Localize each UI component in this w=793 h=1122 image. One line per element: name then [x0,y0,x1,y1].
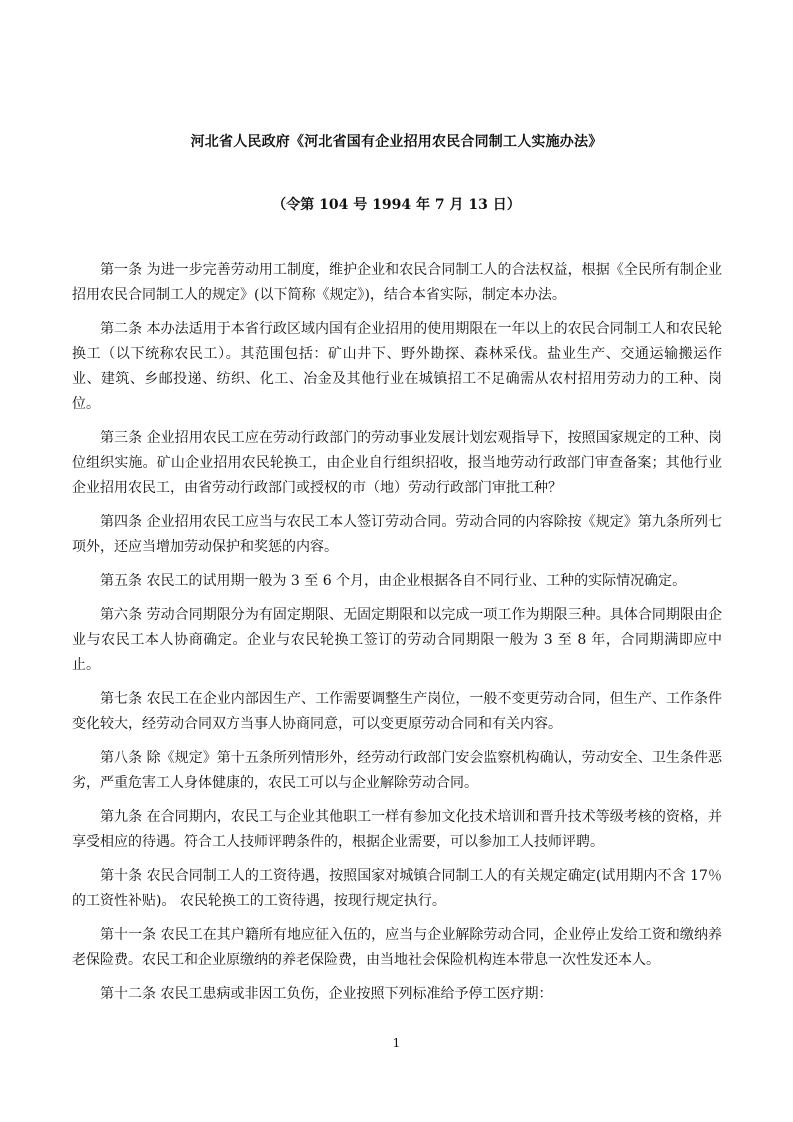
document-body [72,258,722,1016]
page-number: 1 [392,1036,401,1050]
document-title: 河北省人民政府《河北省国有企业招用农民合同制工人实施办法》 [190,134,603,150]
article-12: 第十二条 农民工患病或非因工负伤，企业按照下列标准给予停工医疗期： [100,986,553,1002]
article-7: 第七条 农民工在企业内部因生产、工作需要调整生产岗位，一般不变更劳动合同，但生产、工作条件变化较大，经劳动合同双方当事人协商同意，可以变更原劳动合同和有关内容。 [72,691,722,732]
article-5: 第五条 农民工的试用期一般为 3 至 6 个月，由企业根据各自不同行业、工种的实际情况确定。 [100,573,687,589]
article-10: 第十条 农民合同制工人的工资待遇，按照国家对城镇合同制工人的有关规定确定(试用期内不含 17％的工资性补贴)。 农民轮换工的工资待遇，按现行规定执行。 [72,868,722,909]
article-2: 第二条 本办法适用于本省行政区域内国有企业招用的使用期限在一年以上的农民合同制工人和农民轮换工（以下统称农民工）。其范围包括：矿山井下、野外勘探、森林采伐。盐业生产、交通运输搬运作业、建筑、乡邮投递、纺织、化工、冶金及其他行业在城镇招工不足确需从农村招用劳动力的工种、岗位。 [72,321,722,412]
article-6: 第六条 劳动合同期限分为有固定期限、无固定期限和以完成一项工作为期限三种。具体合同期限由企业与农民工本人协商确定。企业与农民轮换工签订的劳动合同期限一般为 3 至 8 年，合同期满即应中止。 [72,607,722,673]
article-3: 第三条 企业招用农民工应在劳动行政部门的劳动事业发展计划宏观指导下，按照国家规定的工种、岗位组织实施。矿山企业招用农民轮换工，由企业自行组织招收，报当地劳动行政部门审查备案；其他行业企业招用农民工，由省劳动行政部门或授权的市（地）劳动行政部门审批工种？ [72,430,722,496]
article-8: 第八条 除《规定》第十五条所列情形外，经劳动行政部门安会监察机构确认，劳动安全、卫生条件恶劣，严重危害工人身体健康的，农民工可以与企业解除劳动合同。 [72,750,722,791]
article-11: 第十一条 农民工在其户籍所有地应征入伍的，应当与企业解除劳动合同，企业停止发给工资和缴纳养老保险费。农民工和企业原缴纳的养老保险费，由当地社会保险机构连本带息一次性发还本人。 [72,927,722,968]
article-4: 第四条 企业招用农民工应当与农民工本人签订劳动合同。劳动合同的内容除按《规定》第九条所列七项外，还应当增加劳动保护和奖惩的内容。 [72,514,722,555]
article-9: 第九条 在合同期内，农民工与企业其他职工一样有参加文化技术培训和晋升技术等级考核的资格，并享受相应的待遇。符合工人技师评聘条件的，根据企业需要，可以参加工人技师评聘。 [72,809,722,850]
document-subtitle: （令第 104 号 1994 年 7 月 13 日） [272,197,521,213]
article-1: 第一条 为进一步完善劳动用工制度，维护企业和农民合同制工人的合法权益，根据《全民所有制企业招用农民合同制工人的规定》(以下简称《规定》)，结合本省实际，制定本办法。 [72,262,722,303]
